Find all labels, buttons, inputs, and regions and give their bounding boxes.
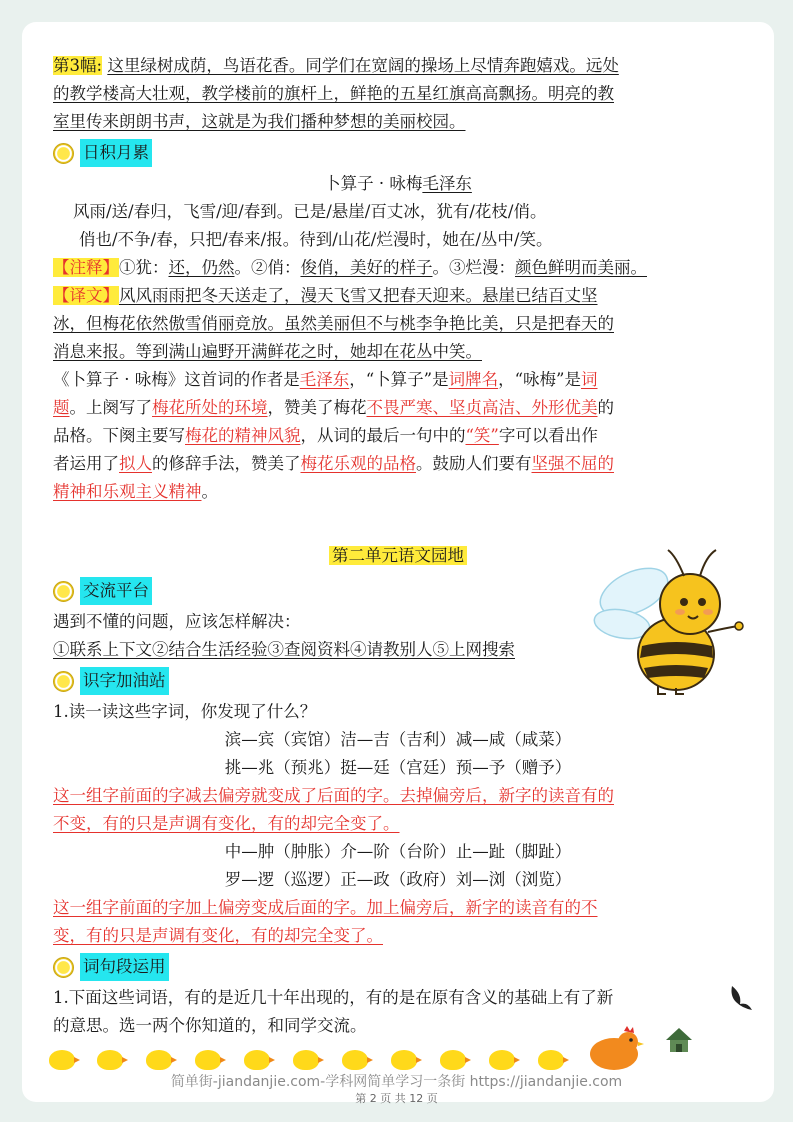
chick-decoration [244, 1050, 270, 1070]
house-illustration [664, 1022, 694, 1054]
chick-decoration [440, 1050, 466, 1070]
analysis-line1: 《卜算子 · 咏梅》这首词的作者是毛泽东，“卜算子”是词牌名，“咏梅”是词 [53, 370, 598, 389]
analysis-line3: 品格。下阕主要写梅花的精神风貌，从词的最后一句中的“笑”字可以看出作 [53, 426, 598, 445]
poem-line2: 俏也/不争/春，只把/春来/报。待到/山花/烂漫时，她在/丛中/笑。 [79, 230, 553, 249]
page-number: 第 2 页 共 12 页 [355, 1092, 438, 1105]
chick-decoration [342, 1050, 368, 1070]
jiaoliu-question: 遇到不懂的问题，应该怎样解决： [53, 612, 301, 631]
section-header-jiaoliu: 交流平台 [53, 576, 743, 606]
para1-line1: 第3幅: 这里绿树成荫，鸟语花香。同学们在宽阔的操场上尽情奔跑嬉戏。远处 [53, 56, 619, 75]
bee-illustration [592, 542, 752, 702]
para1-line2: 的教学楼高大壮观，教学楼前的旗杆上，鲜艳的五星红旗高高飘扬。明亮的教 [53, 84, 614, 103]
poem-line1: 风雨/送/春归，飞雪/迎/春到。已是/悬崖/百丈冰，犹有/花枝/俏。 [73, 202, 547, 221]
shizi-row2: 挑—兆（预兆）挺—廷（宫廷）预—予（赠予） [224, 758, 572, 777]
translation-label: 【译文】 [53, 286, 119, 305]
chick-decoration [489, 1050, 515, 1070]
chick-decoration [195, 1050, 221, 1070]
ciju-line1: 1.下面这些词语，有的是近几十年出现的，有的是在原有含义的基础上有了新 [53, 988, 614, 1007]
chick-decoration [293, 1050, 319, 1070]
chick-decoration [538, 1050, 564, 1070]
poem-title: 卜算子 · 咏梅毛泽东 [324, 174, 472, 193]
shizi-answer2b: 变，有的只是声调有变化，有的却完全变了。 [53, 926, 383, 945]
hen-illustration [584, 1026, 644, 1072]
unit-title: 第二单元语文园地 [53, 542, 743, 570]
note-label: 【注释】 [53, 258, 119, 277]
translation-line2: 冰，但梅花依然傲雪俏丽竞放。虽然美丽但不与桃李争艳比美，只是把春天的 [53, 314, 614, 333]
translation-line1: 【译文】风风雨雨把冬天送走了，漫天飞雪又把春天迎来。悬崖已结百丈坚 [53, 286, 598, 305]
chick-decoration [49, 1050, 75, 1070]
shizi-answer1a: 这一组字前面的字减去偏旁就变成了后面的字。去掉偏旁后，新字的读音有的 [53, 786, 614, 805]
shizi-row3: 中—肿（肿胀）介—阶（台阶）止—趾（脚趾） [224, 842, 572, 861]
bullet-circle-icon [53, 581, 74, 602]
analysis-line4: 者运用了拟人的修辞手法，赞美了梅花乐观的品格。鼓励人们要有坚强不屈的 [53, 454, 614, 473]
note-line: 【注释】①犹：还，仍然。②俏：俊俏，美好的样子。③烂漫：颜色鲜明而美丽。 [53, 258, 647, 277]
chick-decoration [146, 1050, 172, 1070]
para1-label: 第3幅: [53, 56, 103, 75]
section-header-riji: 日积月累 [53, 138, 743, 168]
translation-line3: 消息来报。等到满山遍野开满鲜花之时，她却在花丛中笑。 [53, 342, 482, 361]
swallow-illustration [728, 982, 754, 1012]
shizi-row4: 罗—逻（巡逻）正—政（政府）刘—浏（浏览） [224, 870, 572, 889]
jiaoliu-answer: ①联系上下文②结合生活经验③查阅资料④请教别人⑤上网搜索 [53, 640, 515, 659]
section-header-ciju: 词句段运用 [53, 952, 743, 982]
para1-line3: 室里传来朗朗书声，这就是为我们播种梦想的美丽校园。 [53, 112, 466, 131]
footer-watermark: 简单街-jiandanjie.com-学科网简单学习一条街 https://jiandanjie.com [170, 1074, 623, 1090]
chick-decoration [97, 1050, 123, 1070]
bullet-circle-icon [53, 143, 74, 164]
shizi-answer2a: 这一组字前面的字加上偏旁变成后面的字。加上偏旁后，新字的读音有的不 [53, 898, 598, 917]
analysis-line2: 题。上阕写了梅花所处的环境，赞美了梅花不畏严寒、坚贞高洁、外形优美的 [53, 398, 614, 417]
section-header-shizi: 识字加油站 [53, 666, 743, 696]
shizi-row1: 滨—宾（宾馆）洁—吉（吉利）减—咸（咸菜） [224, 730, 572, 749]
ciju-line2: 的意思。选一两个你知道的，和同学交流。 [53, 1016, 367, 1035]
chick-decoration [391, 1050, 417, 1070]
shizi-answer1b: 不变，有的只是声调有变化，有的却完全变了。 [53, 814, 400, 833]
bullet-circle-icon [53, 957, 74, 978]
shizi-question: 1.读一读这些字词，你发现了什么？ [53, 702, 317, 721]
analysis-line5: 精神和乐观主义精神。 [53, 482, 218, 501]
bullet-circle-icon [53, 671, 74, 692]
